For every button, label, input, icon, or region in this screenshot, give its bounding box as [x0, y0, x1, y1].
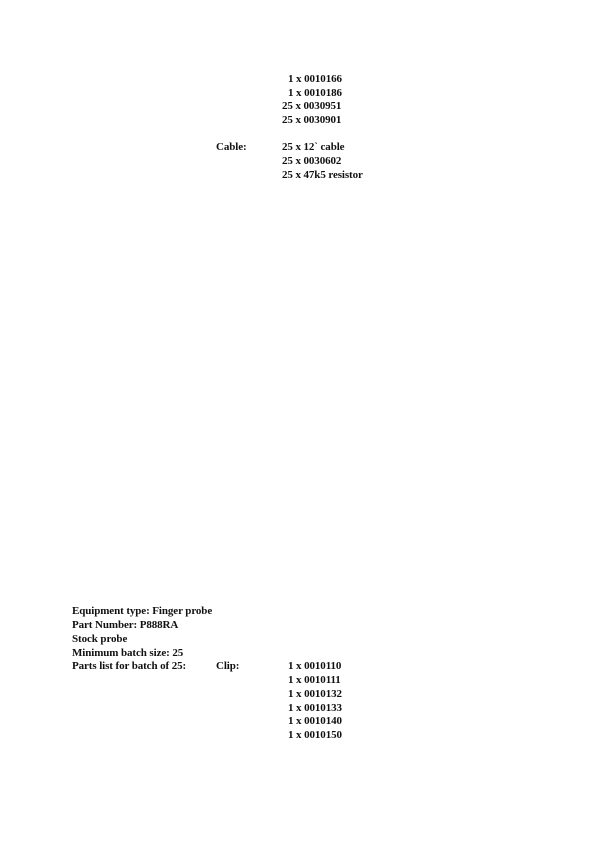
- clip-part-line: 1 x 0010110: [288, 660, 342, 672]
- minimum-batch-size: Minimum batch size: 25: [72, 646, 184, 659]
- clip-part-line: 1 x 0010132: [288, 687, 342, 700]
- part-line: 25 x 0030901: [282, 113, 342, 126]
- part-line: 1 x 0010186: [288, 86, 342, 99]
- cable-label: Cable:: [216, 141, 247, 153]
- part-line: 25 x 0030951: [282, 100, 342, 112]
- equipment-type: Equipment type: Finger probe: [72, 605, 213, 617]
- cable-part-line: 25 x 12` cable: [282, 141, 345, 153]
- clip-part-line: 1 x 0010150: [288, 729, 342, 741]
- clip-part-line: 1 x 0010140: [288, 715, 342, 727]
- stock-type: Stock probe: [72, 632, 128, 645]
- part-line: 1 x 0010166: [288, 73, 342, 85]
- clip-part-line: 1 x 0010133: [288, 701, 342, 714]
- cable-part-line: 25 x 0030602: [282, 155, 342, 167]
- cable-part-line: 25 x 47k5 resistor: [282, 168, 363, 181]
- parts-list-label: Parts list for batch of 25:: [72, 660, 187, 672]
- clip-part-line: 1 x 0010111: [288, 674, 341, 686]
- clip-label: Clip:: [216, 660, 240, 672]
- part-number: Part Number: P888RA: [72, 619, 179, 631]
